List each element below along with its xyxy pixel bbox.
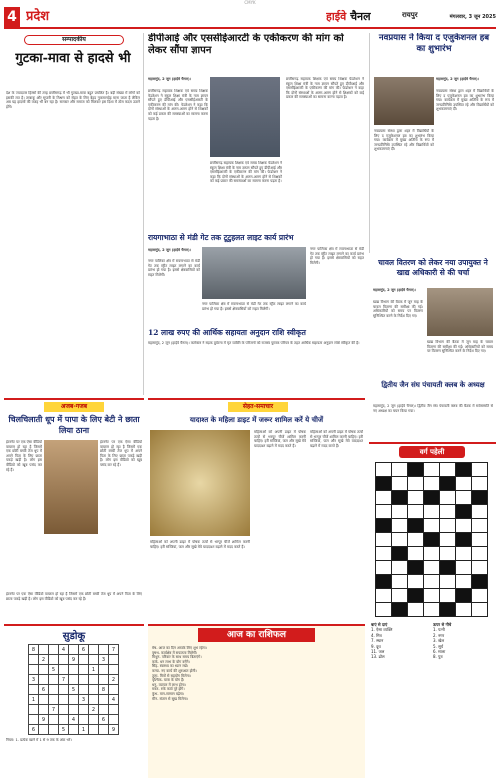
editorial-title: गुटका-मावा से हादसे भी bbox=[15, 51, 131, 66]
story2-dateline: महासमुंद, 2 जून (हाईवे चैनल)। bbox=[436, 77, 479, 81]
ajab-title: चिलचिलाती धूप में पापा के लिए बेटी ने छाता लिया ठाना bbox=[8, 414, 140, 435]
story2 bbox=[369, 33, 496, 253]
down-label: ऊपर से नीचे bbox=[433, 622, 452, 627]
date-line: मंगलवार, 3 जून 2025 bbox=[449, 14, 496, 20]
ajab-label: अजब-गजब bbox=[44, 402, 104, 412]
sudoku-title: सुडोकू bbox=[62, 631, 86, 642]
story3-body-right: नगर पालिका क्षेत्र में रायगाभाठा से मंडी गेट तक स्ट्रीट लाइट लगाने का कार्य प्रारंभ हो गया है। इससे क्षेत्रवासियों को राहत मिलेगी। bbox=[310, 247, 364, 265]
clue: 7. स्थान bbox=[371, 638, 384, 644]
story5 bbox=[369, 258, 496, 378]
sehat-photo bbox=[150, 430, 250, 536]
sudoku-rule: नियम: 1. प्रत्येक खाने में 1 से 9 तक के अंक भरें। bbox=[6, 738, 72, 742]
clue: 3. खेल bbox=[433, 638, 445, 644]
brand-part2: चैनल bbox=[350, 10, 371, 23]
rashifal-box bbox=[148, 624, 365, 778]
section-title: प्रदेश bbox=[26, 9, 50, 24]
clue: 11. जल bbox=[371, 649, 385, 655]
sudoku-box bbox=[4, 624, 144, 778]
story5-body: खाद्य विभाग की बैठक में जून माह के चावल वितरण की समीक्षा की गई। अधिकारियों को समय पर वितरण सुनिश्चित करने के निर्देश दिए गए। bbox=[373, 300, 423, 318]
clue: 4. मित्र bbox=[371, 632, 382, 638]
sehat-box bbox=[148, 398, 365, 622]
story4-body: महासमुंद, 2 जून (हाईवे चैनल)। कलेक्टर ने सड़क दुर्घटना में मृत व्यक्ति के परिजनों को राजस्व पुस्तक परिपत्र के तहत आर्थिक सहायता अनुदान राशि स्वीकृत की है। bbox=[148, 341, 360, 345]
clue: 1. पत्नी bbox=[433, 627, 445, 633]
lead-story bbox=[148, 33, 365, 229]
story5-headline: चावल वितरण को लेकर नया उपायुक्त ने खाद्य अधिकारी से की चर्चा bbox=[378, 258, 488, 277]
brand-part1: हाईवे bbox=[326, 10, 347, 23]
clue: 2. नगर bbox=[433, 632, 445, 638]
brand-logo bbox=[326, 9, 396, 25]
lead-body: छत्तीसगढ़ सहायक शिक्षक एवं समग्र शिक्षक फेडरेशन ने स्कूल शिक्षा मंत्री के नाम ज्ञापन सौंपते हुए डीपीआई और एससीईआरटी के एकीकरण की मांग की। फेडरेशन ने कहा कि दोनों संस्थाओं के अलग-अलग होने से शिक्षकों को कई प्रकार की समस्याओं का सामना करना पड़ता है। bbox=[148, 89, 208, 121]
ajab-body-right: इंटरनेट पर एक ऐसा वीडियो वायरल हो रहा है जिसमें एक छोटी बच्ची तेज धूप में अपने पिता के लिए छाता पकड़े खड़ी है। लोग इस वीडियो को खूब पसंद कर रहे हैं। bbox=[100, 440, 142, 467]
editorial-column bbox=[4, 33, 144, 395]
story3 bbox=[148, 232, 365, 324]
lead-dateline: महासमुंद, 2 जून (हाईवे चैनल)। bbox=[148, 77, 191, 81]
crossword-clues bbox=[369, 622, 496, 778]
sehat-title: यादाश्त के महिला डाइट में जरूर शामिल करें ये चीजें bbox=[189, 415, 324, 424]
rashi-item: मकर- रुके कार्य पूरे होंगे। bbox=[152, 687, 185, 692]
clue: 1. ऐसा व्यक्ति bbox=[371, 627, 393, 633]
clue: 6. माला bbox=[433, 649, 446, 655]
clue: 9. दूध bbox=[371, 643, 381, 649]
lead-body-bottom: छत्तीसगढ़ सहायक शिक्षक एवं समग्र शिक्षक फेडरेशन ने स्कूल शिक्षा मंत्री के नाम ज्ञापन सौंपते हुए डीपीआई और एससीईआरटी के एकीकरण की मांग की। फेडरेशन ने कहा कि दोनों संस्थाओं के अलग-अलग होने से शिक्षकों को कई प्रकार की समस्याओं का सामना करना पड़ता है। bbox=[210, 161, 282, 184]
editorial-body: देश के ज्यादातर हिस्सों की तरह छत्तीसगढ़ में भी गुटखा-मावा बहुत प्रचलित है। बड़ी संख्या में लोगों को इसकी लत है। तम्बाकू और सुपारी के मिश्रण को सेहत के लिए बेहद नुकसानदेह माना जाता है लेकिन अब यह हादसों की वजह भी बन रहा है। सरकार और समाज को मिलकर इस दिशा में ठोस कदम उठाने होंगे। bbox=[6, 91, 140, 109]
rashi-item: मीन- संतान से सुख मिलेगा। bbox=[152, 696, 188, 701]
editorial-label: सम्पादकीय bbox=[24, 35, 124, 45]
story4-headline: 12 लाख रुपए की आर्थिक सहायता अनुदान राशि स्वीकृत bbox=[148, 328, 306, 337]
story2-body-left: नवप्रयास संस्था द्वारा शहर में विद्यार्थियों के लिए द एजुकेशनल हब का शुभारंभ किया गया। कार्यक्रम में मुख्य अतिथि के रूप में जनप्रतिनिधि उपस्थित रहे और विद्यार्थियों को शुभकामनाएं दीं। bbox=[374, 129, 434, 152]
rashi-item: वृषभ- कार्यक्षेत्र में सफलता मिलेगी। bbox=[152, 650, 198, 655]
rashi-item: सिंह- स्वास्थ्य का ध्यान रखें। bbox=[152, 664, 189, 669]
cmyk-mark: CMYK bbox=[244, 0, 256, 5]
rashi-item: कन्या- नए कार्य की शुरुआत होगी। bbox=[152, 668, 197, 673]
story2-body: नवप्रयास संस्था द्वारा शहर में विद्यार्थियों के लिए द एजुकेशनल हब का शुभारंभ किया गया। कार्यक्रम में मुख्य अतिथि के रूप में जनप्रतिनिधि उपस्थित रहे और विद्यार्थियों को शुभकामनाएं दीं। bbox=[436, 89, 494, 112]
sehat-body-right: महिलाओं को अपनी डाइट में पोषक तत्वों से भरपूर चीजें शामिल करनी चाहिए। हरी सब्जियां, फल और सूखे मेवे याददाश्त बढ़ाने में मदद करते हैं। bbox=[310, 430, 363, 448]
rashi-item: मिथुन- परिवार के साथ समय बिताएंगे। bbox=[152, 655, 202, 660]
crossword-grid[interactable] bbox=[375, 462, 488, 617]
sehat-label: सेहत-समाचार bbox=[228, 402, 288, 412]
lead-photo bbox=[210, 77, 280, 157]
lead-body-cont: छत्तीसगढ़ सहायक शिक्षक एवं समग्र शिक्षक फेडरेशन ने स्कूल शिक्षा मंत्री के नाम ज्ञापन सौंपते हुए डीपीआई और एससीईआरटी के एकीकरण की मांग की। फेडरेशन ने कहा कि दोनों संस्थाओं के अलग-अलग होने से शिक्षकों को कई प्रकार की समस्याओं का सामना करना पड़ता है। bbox=[286, 77, 364, 100]
story6-headline: द्वितीय जैन संघ पंचायती क्लब के अध्यक्ष bbox=[381, 380, 485, 389]
story5-dateline: महासमुंद, 2 जून (हाईवे चैनल)। bbox=[373, 288, 416, 292]
story5-photo bbox=[427, 288, 493, 336]
story6 bbox=[369, 380, 496, 440]
rashi-item: मेष- आज का दिन आपके लिए शुभ रहेगा। bbox=[152, 646, 207, 650]
across-clues bbox=[371, 622, 431, 778]
clue: 13. ढोल bbox=[371, 654, 385, 660]
story6-body: महासमुंद, 2 जून (हाईवे चैनल)। द्वितीय जैन संघ पंचायती क्लब की बैठक में सर्वसम्मति से नए अध्यक्ष का चयन किया गया। bbox=[373, 404, 493, 413]
clue: 5. सूर्य bbox=[433, 643, 444, 649]
rashi-item: वृश्चिक- यात्रा के योग हैं। bbox=[152, 678, 185, 683]
down-clues bbox=[433, 622, 495, 778]
ajab-photo bbox=[44, 440, 98, 534]
story3-photo bbox=[202, 247, 306, 299]
masthead bbox=[4, 7, 496, 29]
story3-headline: रायगाभाठा से मंडी गेट तक टूटुहलत लाइट कार्य प्रारंभ bbox=[148, 233, 294, 242]
story5-body-under: खाद्य विभाग की बैठक में जून माह के चावल वितरण की समीक्षा की गई। अधिकारियों को समय पर वितरण सुनिश्चित करने के निर्देश दिए गए। bbox=[427, 340, 493, 354]
city-name: रायपुर bbox=[402, 11, 418, 19]
rashi-item: धनु- व्यापार में लाभ होगा। bbox=[152, 682, 186, 687]
story3-body: नगर पालिका क्षेत्र में रायगाभाठा से मंडी गेट तक स्ट्रीट लाइट लगाने का कार्य प्रारंभ हो गया है। इससे क्षेत्रवासियों को राहत मिलेगी। bbox=[148, 259, 200, 277]
sehat-body: महिलाओं को अपनी डाइट में पोषक तत्वों से भरपूर चीजें शामिल करनी चाहिए। हरी सब्जियां, फल और सूखे मेवे याददाश्त बढ़ाने में मदद करते हैं। bbox=[254, 430, 306, 448]
story3-dateline: महासमुंद, 2 जून (हाईवे चैनल)। bbox=[148, 248, 191, 252]
story3-body-under: नगर पालिका क्षेत्र में रायगाभाठा से मंडी गेट तक स्ट्रीट लाइट लगाने का कार्य प्रारंभ हो गया है। इससे क्षेत्रवासियों को राहत मिलेगी। bbox=[202, 302, 306, 311]
story4 bbox=[148, 327, 365, 377]
rashi-item: तुला- मित्रों से सहयोग मिलेगा। bbox=[152, 673, 191, 678]
lead-headline: डीपीआई और एससीईआरटी के एकीकरण की मांग को लेकर सौंपा ज्ञापन bbox=[148, 33, 344, 56]
ajab-body-bottom: इंटरनेट पर एक ऐसा वीडियो वायरल हो रहा है जिसमें एक छोटी बच्ची तेज धूप में अपने पिता के लिए छाता पकड़े खड़ी है। लोग इस वीडियो को खूब पसंद कर रहे हैं। bbox=[6, 592, 142, 601]
crossword-box bbox=[369, 442, 496, 620]
rashi-item: कर्क- धन लाभ के योग बनेंगे। bbox=[152, 659, 190, 664]
sehat-body-under: महिलाओं को अपनी डाइट में पोषक तत्वों से भरपूर चीजें शामिल करनी चाहिए। हरी सब्जियां, फल और सूखे मेवे याददाश्त बढ़ाने में मदद करते हैं। bbox=[150, 540, 250, 549]
rashi-item: कुंभ- मान-सम्मान बढ़ेगा। bbox=[152, 691, 185, 696]
sudoku-grid[interactable]: 8 4 6 7 2 9 3 5 1 3 7 2 6 5 8 1 3 4 7 2 9 4 6 6 5 1 9 bbox=[28, 644, 119, 735]
story2-headline: नवप्रयास ने किया द एजुकेशनल हब का शुभारंभ bbox=[378, 33, 490, 54]
ajab-body: इंटरनेट पर एक ऐसा वीडियो वायरल हो रहा है जिसमें एक छोटी बच्ची तेज धूप में अपने पिता के लिए छाता पकड़े खड़ी है। लोग इस वीडियो को खूब पसंद कर रहे हैं। bbox=[6, 440, 42, 472]
crossword-title: वर्ग पहेली bbox=[399, 446, 465, 458]
clue: 8. पुत्र bbox=[433, 654, 443, 660]
story2-photo bbox=[374, 77, 434, 125]
across-label: बाएं से दाएं bbox=[371, 622, 388, 627]
rashifal-list bbox=[152, 646, 361, 778]
page-number: 4 bbox=[4, 7, 20, 27]
ajab-box bbox=[4, 398, 144, 622]
rashifal-title: आज का राशिफल bbox=[198, 628, 315, 642]
